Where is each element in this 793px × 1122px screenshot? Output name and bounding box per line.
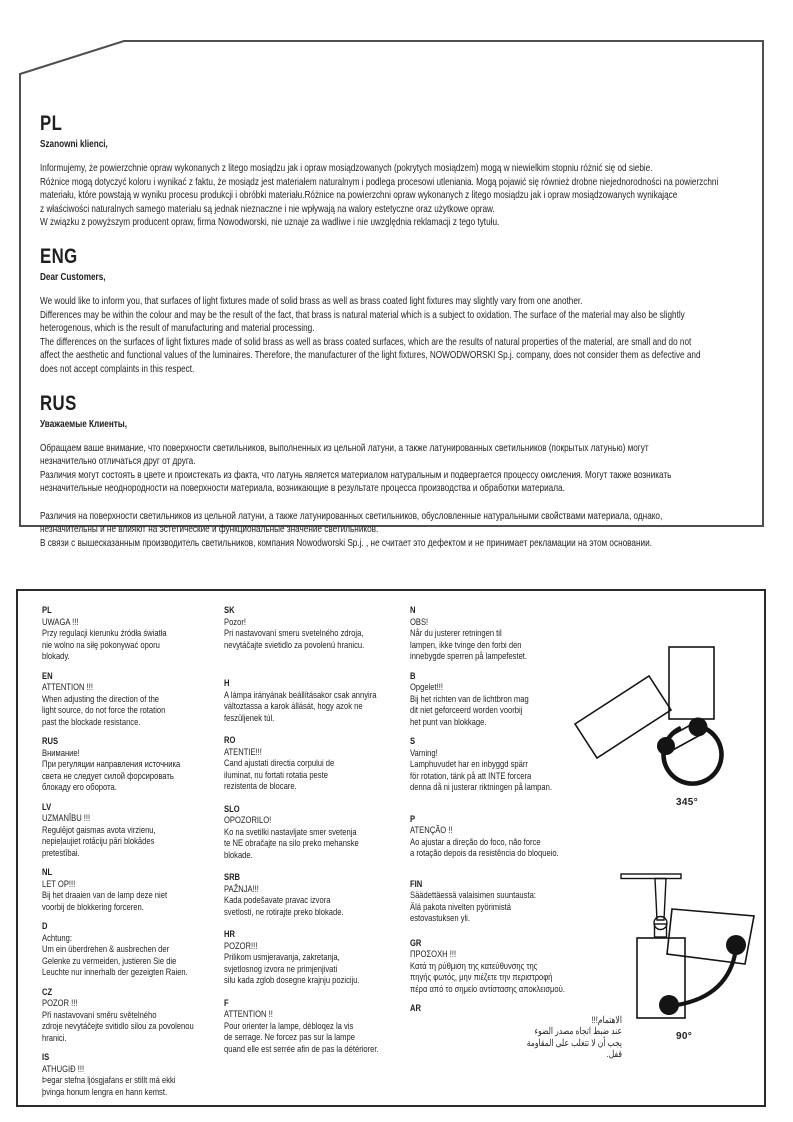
language-code: FIN xyxy=(410,878,423,890)
language-code: HR xyxy=(224,929,235,940)
warning-column-1 xyxy=(42,605,254,1106)
language-code: SK xyxy=(224,605,235,616)
warning-text: Varning! Lamphuvudet har en inbyggd spärr för rotation, tänk på att INTE forcera denna då ni justerar riktningen på lampan. xyxy=(410,747,552,793)
salutation: Уважаемые Клиенты, xyxy=(40,417,128,430)
language-code: AR xyxy=(410,1003,421,1014)
section-heading: PL xyxy=(40,112,63,135)
language-code: H xyxy=(224,678,230,689)
language-code: S xyxy=(410,736,416,747)
language-code: RO xyxy=(224,735,236,746)
warning-text: OPOZORILO! Ko na svetilki nastavljate smer svetenja te NE obračajte na silo preko mehanske blokade. xyxy=(224,815,359,861)
warning-text: POZOR!!! Prilikom usmjeravanja, zakretanja, svjetlosnog izvora ne primjenjivati silu kada zglob dosegne krajnju poziciju. xyxy=(224,940,360,986)
salutation: Dear Customers, xyxy=(40,270,106,283)
language-code: F xyxy=(224,997,229,1009)
warning-text: ATENÇÃO !! Ao ajustar a direção do foco, não force a rotação depois da resistência do bloqueio. xyxy=(410,825,559,859)
language-code: EN xyxy=(42,670,53,682)
warning-entry xyxy=(224,998,436,1056)
warning-text: ATENTIE!!! Cand ajustati directia corpului de iluminat, nu fortati rotatia peste rezistenta de blocare. xyxy=(224,746,335,792)
salutation: Szanowni klienci, xyxy=(40,138,108,150)
warning-entry xyxy=(410,814,622,860)
spotlight-rotation-345-diagram xyxy=(571,632,741,797)
language-code: N xyxy=(410,605,416,616)
notice-paragraph: We would like to inform you, that surfaces of light fixtures made of solid brass as well as brass coated light fixtures may slightly vary from one another. Differences may be within the colour and may be the result of the fact, that brass is natural material which is a subject to oxidation. The surface of the material may also be slightly heterogenous, which is the result of manufacturing and material processing. The differences on the surfaces of light fixtures made of solid brass as well as brass coated surfaces, which are the results of natural properties of the material, are small and do not affect the aesthetic and functional values of the luminaires. Therefore, the manufacturer of the light fixtures, NOWODWORSKI Sp.j. company, does not consider them as defective and does not accept complaints in this respect. xyxy=(40,294,701,375)
warning-entry xyxy=(410,1003,622,1061)
warning-entry xyxy=(42,605,254,663)
warning-column-2 xyxy=(224,605,436,1066)
warning-text: الاهتمام!!! عند ضبط اتجاه مصدر الضوء يجب أن لا تتغلب على المقاومة قفل. xyxy=(526,1014,622,1060)
language-code: SRB xyxy=(224,872,241,883)
warning-text: A lámpa irányának beállításakor csak annyira változtassa a karok állását, hogy azok ne feszüljenek túl. xyxy=(224,689,377,724)
notice-paragraph: Обращаем ваше внимание, что поверхности светильников, выполненных из цельной латуни, а также латунированных светильников (покрытых латунью) могут незначительно отличаться друг от друга. Различия могут состоять в цвете и проистекать из факта, что латунь является материалом натуральным и подвергается процессу окисления. Могут также возникать незначительные неоднородности на поверхности материала, возникающие в результате процесса производства и обработки материала. Различия на поверхности светильников из цельной латуни, а также латунированных светильников, обусловленные натуральными свойствами материала, однако, незначительны и не влияют на эстетические и функциональные значение светильников. В связи с вышесказанным производитель светильников, компания Nowodworski Sp.j. , не считает это дефектом и не принимает рекламации на этом основании. xyxy=(40,441,672,549)
notice-section-rus xyxy=(40,392,755,551)
warning-entry xyxy=(224,804,436,862)
warning-entry xyxy=(42,736,254,794)
language-code: P xyxy=(410,813,416,825)
ceiling-lamp-rotation-90-diagram xyxy=(607,864,759,1029)
warning-entry xyxy=(224,735,436,793)
warning-entry xyxy=(42,987,254,1045)
warning-entry xyxy=(224,872,436,918)
warning-text: ATHUGIÐ !!! Þegar stefna ljósgjafans er stillt má ekki þvinga honum lengra en hann kemst. xyxy=(42,1063,176,1098)
warning-text: ATTENTION !! Pour orienter la lampe, débloqez la vis de serrage. Ne forcez pas sur la lampe quand elle est serrée afin de pas la détériorer. xyxy=(224,1009,379,1055)
warning-text: POZOR !!! Při nastavovaní směru světelného zdroje nevytáčejte svitidlo silou za povolenou hranici. xyxy=(42,998,194,1044)
spotlight-345-drawing xyxy=(571,632,741,792)
ceiling-lamp-90-drawing xyxy=(607,864,759,1024)
warning-text: Opgelet!!! Bij het richten van de lichtbron mag dit niet geforceerd worden voorbij het punt van blokkage. xyxy=(410,682,529,728)
warning-entry xyxy=(42,802,254,860)
language-code: RUS xyxy=(42,736,59,747)
warning-entry xyxy=(42,867,254,913)
warning-text: Säädettäessä valaisimen suuntausta: Älä pakota nivelten pyörimistä estovastuksen yli. xyxy=(410,890,536,924)
language-code: NL xyxy=(42,867,53,878)
adjustment-warning-box xyxy=(16,589,766,1107)
warning-text: Pozor! Pri nastavovaní smeru svetelného zdroja, nevytáčajte svietidlo za povolenú hranicu. xyxy=(224,616,365,651)
brass-notice-box xyxy=(19,40,765,549)
warning-text: UWAGA !!! Przy regulacji kierunku źródła światła nie wolno na siłę pokonywać oporu blokady. xyxy=(42,616,167,662)
rotation-angle-345-label: 345° xyxy=(676,797,698,808)
language-code: GR xyxy=(410,937,422,949)
warning-text: UZMANĪBU !!! Regulējot gaismas avota virzienu, nepieļaujiet rotāciju pāri blokādes pretestībai. xyxy=(42,813,156,859)
warning-entry xyxy=(410,938,622,996)
warning-entry xyxy=(224,929,436,987)
warning-entry xyxy=(224,605,436,651)
warning-text: Внимание! При регуляции направления источника света не следует силой форсировать блокаду его оборота. xyxy=(42,747,181,793)
warning-text: PAŽNJA!!! Kada podešavate pravac izvora svetlosti, ne rotirajte preko blokade. xyxy=(224,883,344,918)
warning-text: Achtung: Um ein überdrehen & ausbrechen der Gelenke zu vermeiden, justieren Sie die Leuchte nur innerhalb der gezeigten Raien. xyxy=(42,932,188,978)
section-heading: RUS xyxy=(40,391,77,415)
warning-text: ATTENTION !!! When adjusting the direction of the light source, do not force the rotation past the blockade resistance. xyxy=(42,682,166,728)
section-heading: ENG xyxy=(40,244,78,268)
warning-text: LET OP!!! Bij het draaien van de lamp deze niet voorbij de blokkering forceren. xyxy=(42,878,168,913)
warning-entry xyxy=(42,921,254,979)
rotation-angle-90-label: 90° xyxy=(675,1031,693,1042)
warning-text: ΠΡΟΣΟΧΗ !!! Κατά τη ρύθμιση της κατεύθυνσης της πηγής φωτός, μην πιέζετε την περιστροφή πέρα από το σημείο αντίστασης αποκλεισμού. xyxy=(410,949,565,995)
warning-text: OBS! Når du justerer retningen til lampen, ikke tvinge den forbi den innebygde sperren på lampefestet. xyxy=(410,616,528,662)
language-code: LV xyxy=(42,801,52,813)
notice-section-eng xyxy=(40,245,755,377)
notice-paragraph: Informujemy, że powierzchnie opraw wykonanych z litego mosiądzu jak i opraw mosiądzowanych (pokrytych mosiądzem) mogą w niewielkim stopniu różnić się od siebie. Różnice mogą dotyczyć koloru i wynikać z faktu, że mosiądz jest materiałem naturalnym i podlega procesowi utleniania. Mogą pojawić się również drobne niejednorodności na powierzchni materiału, które powstają w wyniku procesu produkcji i obróbki materiału.Różnice na powierzchni opraw wykonanych z litego mosiądzu jak i opraw mosiądzowanych wynikające z właściwości naturalnych samego materiału są jednak nieznaczne i nie wpływają na walory estetyczne oraz użytkowe opraw. W związku z powyższym producent opraw, firma Nowodworski, nie uznaje za wadliwe i nie uwzględnia reklamacji z tego tytułu. xyxy=(40,162,719,229)
language-code: D xyxy=(42,921,48,932)
warning-entry xyxy=(42,671,254,729)
language-code: CZ xyxy=(42,986,53,998)
warning-entry xyxy=(410,879,622,925)
language-code: SLO xyxy=(224,803,240,815)
warning-entry xyxy=(224,678,436,724)
language-code: B xyxy=(410,670,416,682)
warning-entry xyxy=(42,1052,254,1098)
language-code: PL xyxy=(42,605,52,616)
language-code: IS xyxy=(42,1052,50,1063)
notice-section-pl xyxy=(40,112,755,230)
